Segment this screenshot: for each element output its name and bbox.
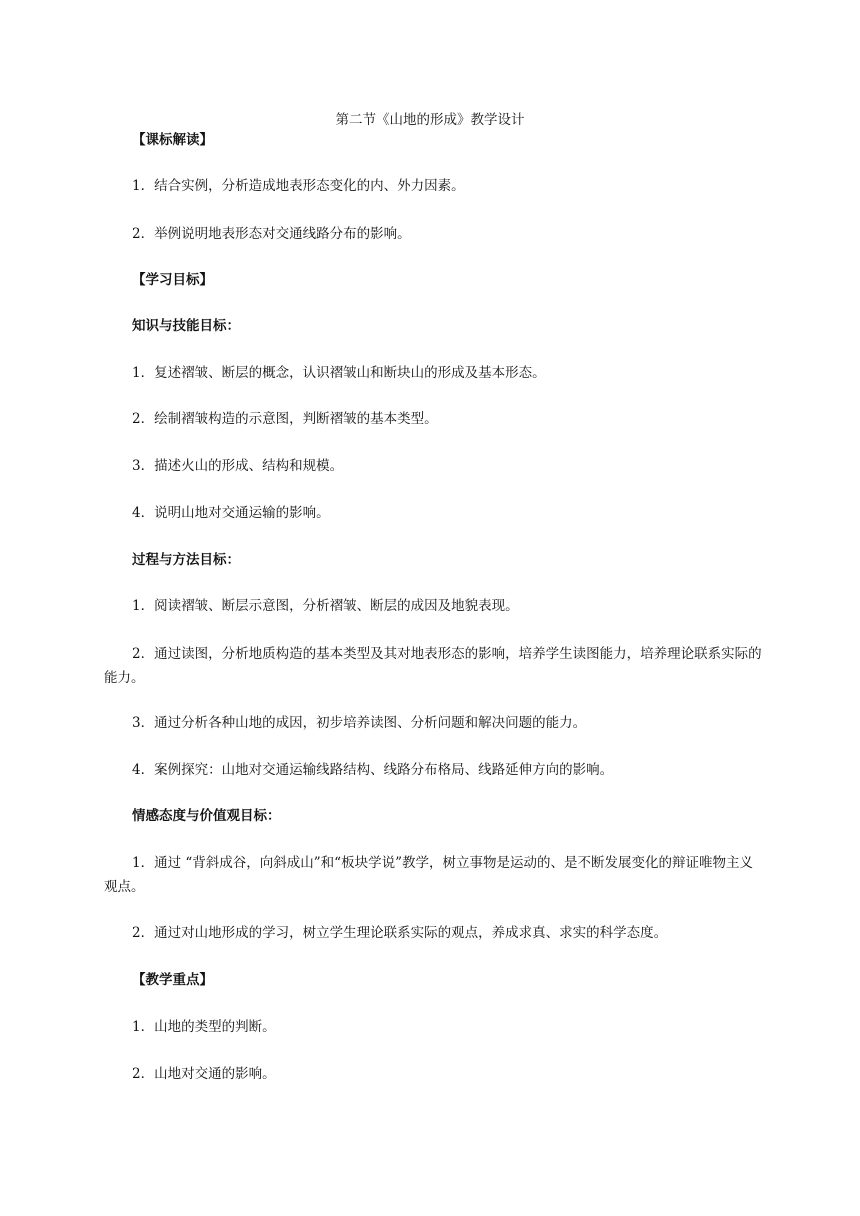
focus-item-1: 1．山地的类型的判断。 [132, 1019, 276, 1035]
knowledge-item-3: 3．描述火山的形成、结构和规模。 [132, 458, 344, 474]
document-title: 第二节《山地的形成》教学设计 [335, 112, 525, 128]
attitude-item-1: 1．通过 “背斜成谷，向斜成山”和“板块学说”教学，树立事物是运动的、是不断发展变化的辩证唯物主义观点。 [104, 855, 753, 895]
attitude-item-2: 2．通过对山地形成的学习，树立学生理论联系实际的观点，养成求真、求实的科学态度。 [132, 925, 668, 941]
curriculum-item-2: 2．举例说明地表形态对交通线路分布的影响。 [132, 226, 411, 242]
process-item-1: 1．阅读褶皱、断层示意图，分析褶皱、断层的成因及地貌表现。 [132, 598, 519, 614]
heading-curriculum: 【课标解读】 [132, 132, 213, 148]
process-item-3: 3．通过分析各种山地的成因，初步培养读图、分析问题和解决问题的能力。 [132, 715, 587, 731]
heading-teaching-focus: 【教学重点】 [132, 972, 213, 988]
heading-goals: 【学习目标】 [132, 272, 213, 288]
process-item-2: 2．通过读图，分析地质构造的基本类型及其对地表形态的影响，培养学生读图能力，培养理论联系实际的能力。 [104, 646, 762, 686]
knowledge-item-2: 2．绘制褶皱构造的示意图，判断褶皱的基本类型。 [132, 411, 438, 427]
curriculum-item-1: 1．结合实例，分析造成地表形态变化的内、外力因素。 [132, 178, 465, 194]
heading-knowledge-goals: 知识与技能目标： [132, 318, 240, 334]
process-item-4: 4．案例探究：山地对交通运输线路结构、线路分布格局、线路延伸方向的影响。 [132, 762, 614, 778]
focus-item-2: 2．山地对交通的影响。 [132, 1066, 276, 1082]
heading-attitude-goals: 情感态度与价值观目标： [132, 808, 281, 824]
knowledge-item-4: 4．说明山地对交通运输的影响。 [132, 505, 330, 521]
knowledge-item-1: 1．复述褶皱、断层的概念，认识褶皱山和断块山的形成及基本形态。 [132, 365, 546, 381]
heading-process-goals: 过程与方法目标： [132, 552, 240, 568]
